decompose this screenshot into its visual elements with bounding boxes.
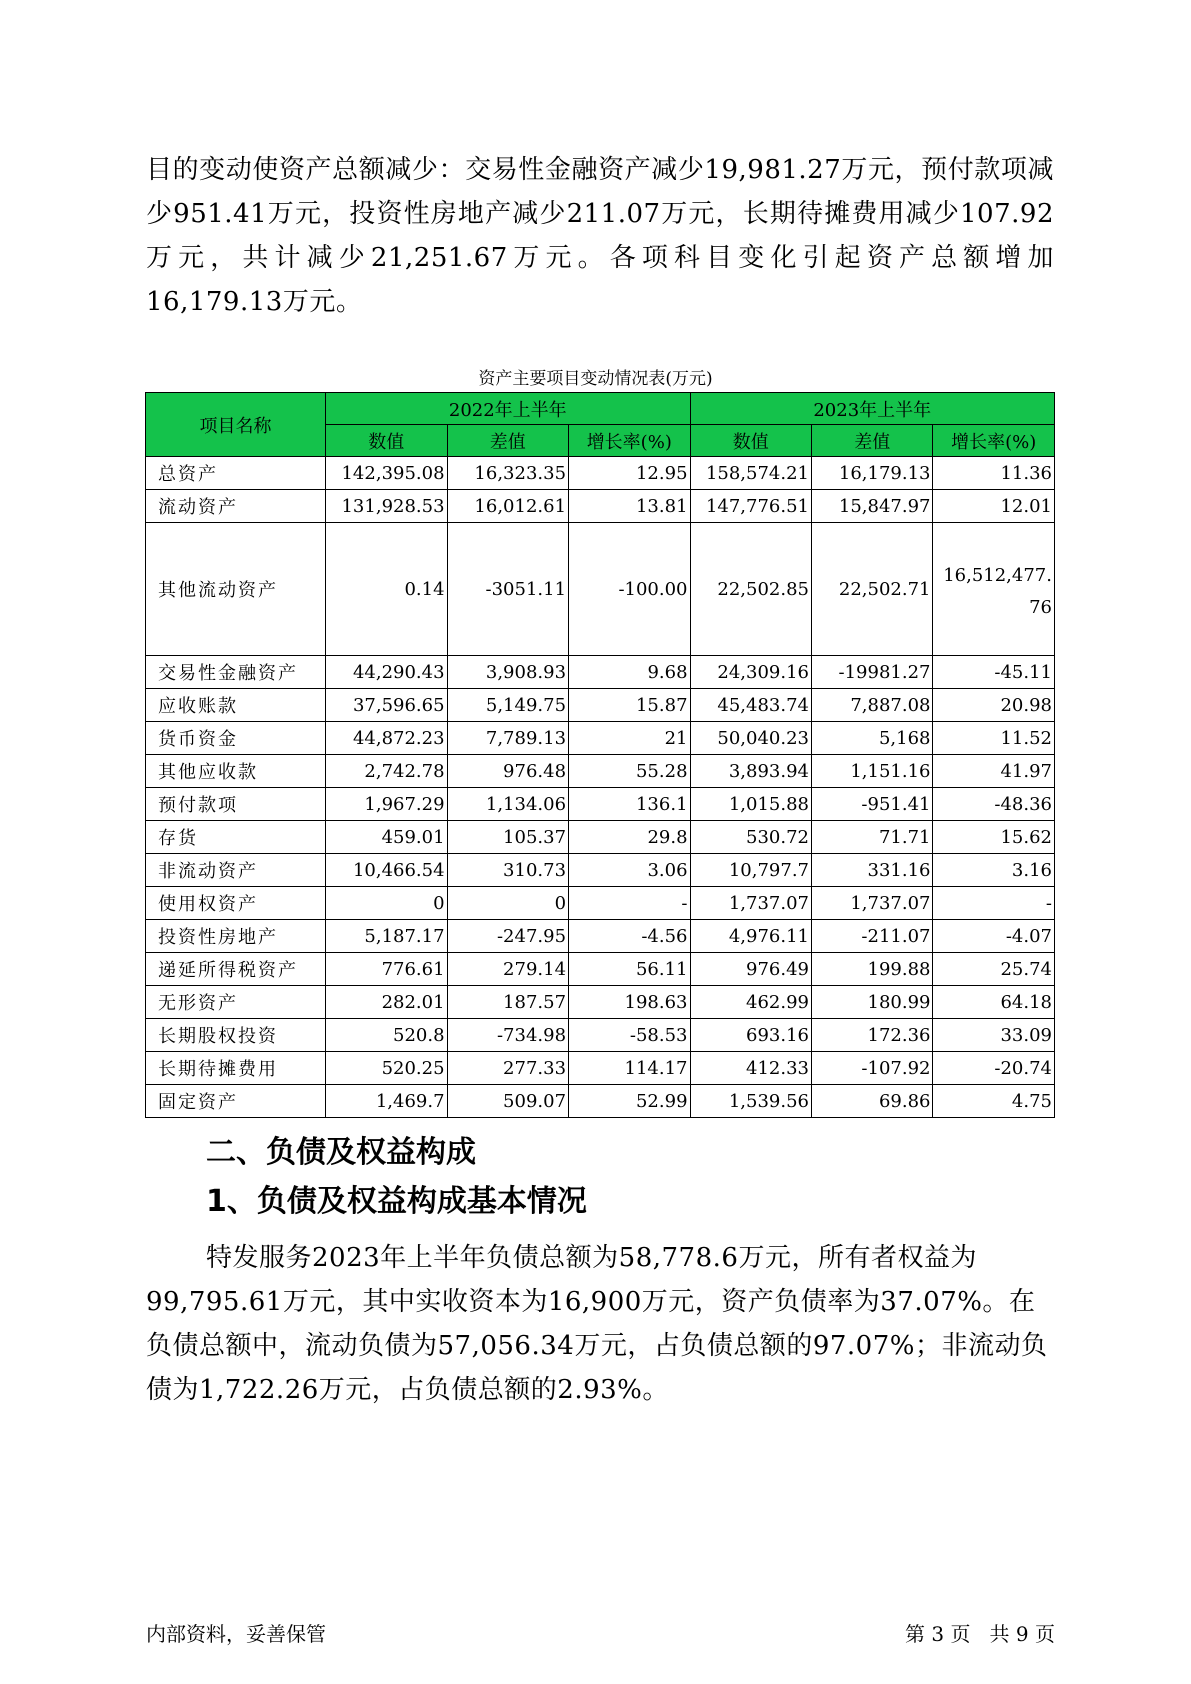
diff-2023: 69.86 [812, 1085, 933, 1118]
growth-2022: 198.63 [569, 986, 690, 1019]
value-2022: 520.25 [326, 1052, 447, 1085]
row-name: 长期待摊费用 [146, 1052, 326, 1085]
growth-2023: 20.98 [933, 689, 1055, 722]
table-row [146, 887, 1055, 920]
diff-2023: 1,151.16 [812, 755, 933, 788]
row-name: 存货 [146, 821, 326, 854]
growth-2022: 136.1 [569, 788, 690, 821]
table-row [146, 1019, 1055, 1052]
growth-2022: - [569, 887, 690, 920]
diff-2022: 187.57 [447, 986, 568, 1019]
diff-2022: -3051.11 [447, 523, 568, 656]
diff-2023: 15,847.97 [812, 490, 933, 523]
value-2023: 412.33 [690, 1052, 811, 1085]
header-growth-2022: 增长率(%) [569, 425, 690, 457]
growth-2023: 16,512,477.76 [933, 523, 1055, 656]
value-2022: 2,742.78 [326, 755, 447, 788]
value-2023: 462.99 [690, 986, 811, 1019]
diff-2023: 71.71 [812, 821, 933, 854]
growth-2022: 55.28 [569, 755, 690, 788]
growth-2022: 56.11 [569, 953, 690, 986]
row-name: 其他应收款 [146, 755, 326, 788]
growth-2023: - [933, 887, 1055, 920]
table-row [146, 920, 1055, 953]
table-caption: 资产主要项目变动情况表(万元) [478, 369, 713, 389]
diff-2023: 172.36 [812, 1019, 933, 1052]
intro-paragraph: 目的变动使资产总额减少：交易性金融资产减少19,981.27万元，预付款项减少951.41万元，投资性房地产减少211.07万元，长期待摊费用减少107.92万元，共计减少21,251.67万元。各项科目变化引起资产总额增加16,179.13万元。 [146, 155, 1054, 317]
value-2022: 1,967.29 [326, 788, 447, 821]
diff-2022: 7,789.13 [447, 722, 568, 755]
growth-2022: 3.06 [569, 854, 690, 887]
value-2023: 1,015.88 [690, 788, 811, 821]
table-row [146, 457, 1055, 490]
diff-2022: 1,134.06 [447, 788, 568, 821]
diff-2022: -247.95 [447, 920, 568, 953]
diff-2022: 16,323.35 [447, 457, 568, 490]
table-row [146, 656, 1055, 689]
value-2022: 44,872.23 [326, 722, 447, 755]
diff-2023: 180.99 [812, 986, 933, 1019]
value-2023: 3,893.94 [690, 755, 811, 788]
diff-2023: -951.41 [812, 788, 933, 821]
table-row [146, 821, 1055, 854]
growth-2023: 64.18 [933, 986, 1055, 1019]
row-name: 其他流动资产 [146, 523, 326, 656]
header-value-2023: 数值 [690, 425, 811, 457]
growth-2023: 4.75 [933, 1085, 1055, 1118]
value-2023: 24,309.16 [690, 656, 811, 689]
table-row [146, 953, 1055, 986]
value-2022: 0.14 [326, 523, 447, 656]
growth-2023: 15.62 [933, 821, 1055, 854]
value-2023: 147,776.51 [690, 490, 811, 523]
diff-2023: 7,887.08 [812, 689, 933, 722]
diff-2023: -107.92 [812, 1052, 933, 1085]
row-name: 投资性房地产 [146, 920, 326, 953]
value-2023: 976.49 [690, 953, 811, 986]
value-2023: 693.16 [690, 1019, 811, 1052]
diff-2022: 0 [447, 887, 568, 920]
row-name: 交易性金融资产 [146, 656, 326, 689]
table-row [146, 689, 1055, 722]
row-name: 非流动资产 [146, 854, 326, 887]
value-2023: 1,737.07 [690, 887, 811, 920]
growth-2023: -45.11 [933, 656, 1055, 689]
growth-2023: -48.36 [933, 788, 1055, 821]
row-name: 总资产 [146, 457, 326, 490]
section-heading: 二、负债及权益构成 [206, 1135, 476, 1170]
growth-2022: -100.00 [569, 523, 690, 656]
growth-2022: -58.53 [569, 1019, 690, 1052]
value-2023: 1,539.56 [690, 1085, 811, 1118]
table-row [146, 1085, 1055, 1118]
value-2023: 50,040.23 [690, 722, 811, 755]
growth-2023: 3.16 [933, 854, 1055, 887]
diff-2022: 105.37 [447, 821, 568, 854]
growth-2023: 33.09 [933, 1019, 1055, 1052]
diff-2023: 1,737.07 [812, 887, 933, 920]
growth-2023: -20.74 [933, 1052, 1055, 1085]
subsection-heading: 1、负债及权益构成基本情况 [206, 1184, 587, 1219]
diff-2022: 509.07 [447, 1085, 568, 1118]
row-name: 货币资金 [146, 722, 326, 755]
growth-2022: 9.68 [569, 656, 690, 689]
diff-2022: 976.48 [447, 755, 568, 788]
growth-2022: 52.99 [569, 1085, 690, 1118]
header-item-name: 项目名称 [146, 393, 326, 457]
header-value-2022: 数值 [326, 425, 447, 457]
asset-change-table [145, 392, 1055, 1118]
footer-confidential-note: 内部资料，妥善保管 [146, 1622, 326, 1646]
row-name: 使用权资产 [146, 887, 326, 920]
row-name: 无形资产 [146, 986, 326, 1019]
growth-2022: 15.87 [569, 689, 690, 722]
value-2022: 459.01 [326, 821, 447, 854]
growth-2023: 25.74 [933, 953, 1055, 986]
value-2022: 10,466.54 [326, 854, 447, 887]
diff-2023: 16,179.13 [812, 457, 933, 490]
diff-2022: 3,908.93 [447, 656, 568, 689]
row-name: 固定资产 [146, 1085, 326, 1118]
header-diff-2022: 差值 [447, 425, 568, 457]
value-2022: 0 [326, 887, 447, 920]
row-name: 递延所得税资产 [146, 953, 326, 986]
value-2022: 776.61 [326, 953, 447, 986]
value-2023: 22,502.85 [690, 523, 811, 656]
value-2022: 131,928.53 [326, 490, 447, 523]
value-2023: 158,574.21 [690, 457, 811, 490]
growth-2022: -4.56 [569, 920, 690, 953]
table-row [146, 523, 1055, 656]
value-2023: 10,797.7 [690, 854, 811, 887]
diff-2023: 5,168 [812, 722, 933, 755]
liability-paragraph: 特发服务2023年上半年负债总额为58,778.6万元，所有者权益为99,795.61万元，其中实收资本为16,900万元，资产负债率为37.07%。在负债总额中，流动负债为57,056.34万元，占负债总额的97.07%；非流动负债为1,722.26万元，占负债总额的2.93%。 [146, 1243, 1048, 1405]
value-2023: 4,976.11 [690, 920, 811, 953]
value-2022: 37,596.65 [326, 689, 447, 722]
header-period-2022: 2022年上半年 [326, 393, 690, 425]
table-row [146, 986, 1055, 1019]
growth-2022: 114.17 [569, 1052, 690, 1085]
table-row [146, 1052, 1055, 1085]
value-2022: 142,395.08 [326, 457, 447, 490]
diff-2023: 331.16 [812, 854, 933, 887]
value-2022: 44,290.43 [326, 656, 447, 689]
table-row [146, 854, 1055, 887]
row-name: 流动资产 [146, 490, 326, 523]
diff-2022: -734.98 [447, 1019, 568, 1052]
value-2023: 45,483.74 [690, 689, 811, 722]
diff-2022: 16,012.61 [447, 490, 568, 523]
growth-2023: 11.36 [933, 457, 1055, 490]
value-2022: 5,187.17 [326, 920, 447, 953]
value-2022: 282.01 [326, 986, 447, 1019]
diff-2023: -211.07 [812, 920, 933, 953]
table-row [146, 788, 1055, 821]
table-row [146, 755, 1055, 788]
diff-2023: -19981.27 [812, 656, 933, 689]
growth-2022: 13.81 [569, 490, 690, 523]
growth-2022: 12.95 [569, 457, 690, 490]
header-period-2023: 2023年上半年 [690, 393, 1054, 425]
growth-2023: 12.01 [933, 490, 1055, 523]
row-name: 预付款项 [146, 788, 326, 821]
value-2022: 520.8 [326, 1019, 447, 1052]
growth-2023: 41.97 [933, 755, 1055, 788]
growth-2023: -4.07 [933, 920, 1055, 953]
footer-page-number: 第 3 页 共 9 页 [905, 1622, 1055, 1646]
diff-2023: 199.88 [812, 953, 933, 986]
row-name: 长期股权投资 [146, 1019, 326, 1052]
diff-2022: 5,149.75 [447, 689, 568, 722]
diff-2022: 310.73 [447, 854, 568, 887]
header-diff-2023: 差值 [812, 425, 933, 457]
diff-2022: 279.14 [447, 953, 568, 986]
table-row [146, 722, 1055, 755]
growth-2022: 29.8 [569, 821, 690, 854]
row-name: 应收账款 [146, 689, 326, 722]
header-growth-2023: 增长率(%) [933, 425, 1055, 457]
value-2022: 1,469.7 [326, 1085, 447, 1118]
diff-2022: 277.33 [447, 1052, 568, 1085]
growth-2023: 11.52 [933, 722, 1055, 755]
table-row [146, 490, 1055, 523]
growth-2022: 21 [569, 722, 690, 755]
diff-2023: 22,502.71 [812, 523, 933, 656]
value-2023: 530.72 [690, 821, 811, 854]
